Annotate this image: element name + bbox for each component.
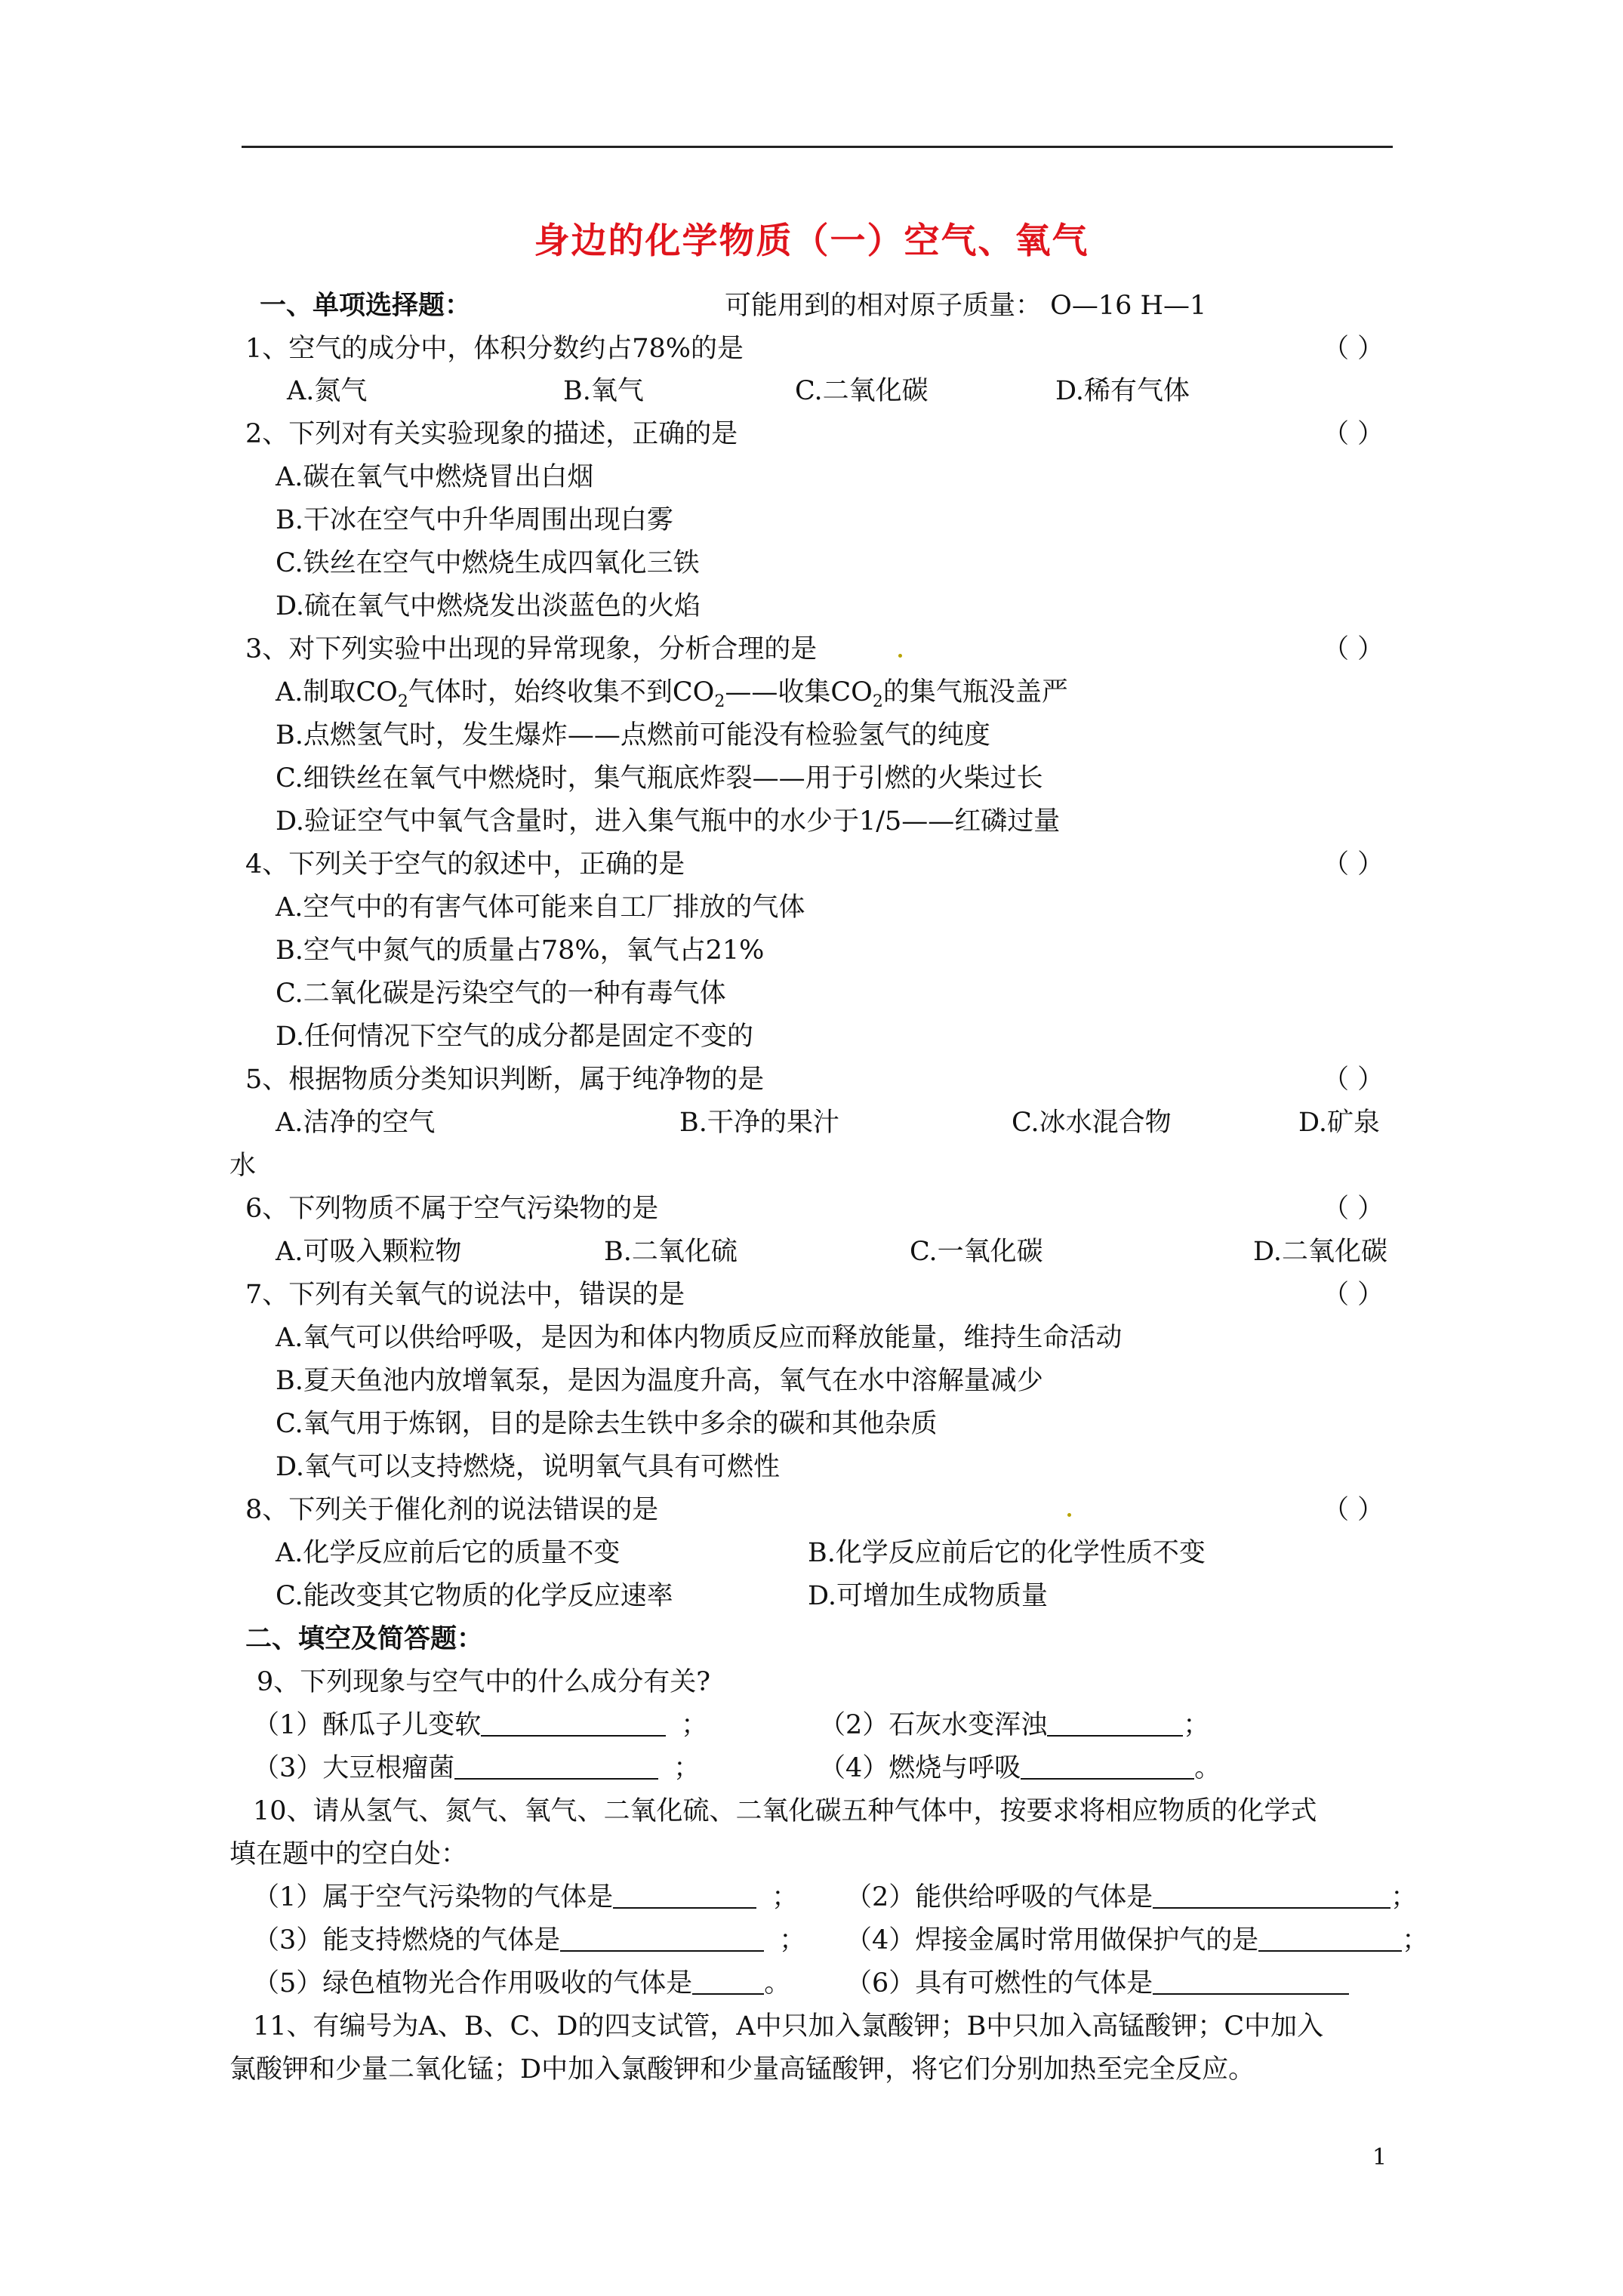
q6-option-b: B.二氧化硫	[604, 1237, 738, 1267]
q8-option-b: B.化学反应前后它的化学性质不变	[808, 1538, 1206, 1568]
stray-dot-mark	[898, 654, 902, 658]
q4-option-d: D.任何情况下空气的成分都是固定不变的	[276, 1022, 753, 1052]
q3-option-b: B.点燃氢气时，发生爆炸——点燃前可能没有检验氢气的纯度	[276, 720, 990, 750]
q2-option-b: B.干冰在空气中升华周围出现白雾	[276, 505, 673, 535]
q6-option-c: C.一氧化碳	[910, 1237, 1043, 1267]
q3-stem: 3、对下列实验中出现的异常现象，分析合理的是	[245, 634, 818, 664]
q6-option-a: A.可吸入颗粒物	[276, 1237, 462, 1267]
q5-answer-paren[interactable]: （ ）	[1323, 1065, 1384, 1095]
q8-option-c: C.能改变其它物质的化学反应速率	[276, 1581, 673, 1611]
q1-option-b: B.氧气	[563, 376, 644, 406]
q11-line2: 氯酸钾和少量二氧化锰；D中加入氯酸钾和少量高锰酸钾，将它们分别加热至完全反应。	[229, 2054, 1255, 2085]
q1-option-d: D.稀有气体	[1055, 376, 1190, 406]
q10-blank-3[interactable]	[560, 1926, 764, 1952]
q1-answer-paren[interactable]: （ ）	[1323, 334, 1384, 364]
q3-option-a: A.制取$CO_2$气体时，始终收集不到$CO_2——$收集$CO_2$的集气瓶没盖严	[276, 677, 1068, 711]
q6-answer-paren[interactable]: （ ）	[1323, 1194, 1384, 1224]
q4-option-b: B.空气中氮气的质量占78%，氧气占21%	[276, 935, 765, 966]
q5-option-d: D.矿泉	[1298, 1108, 1380, 1138]
q9-blank-4[interactable]	[1021, 1754, 1194, 1780]
q1-stem: 1、空气的成分中，体积分数约占78%的是	[245, 334, 744, 364]
q4-option-a: A.空气中的有害气体可能来自工厂排放的气体	[276, 892, 805, 923]
q7-answer-paren[interactable]: （ ）	[1323, 1280, 1384, 1310]
q10-item-4: （4）焊接金属时常用做保护气的是 ；	[845, 1925, 1429, 1955]
q10-item-1: （1）属于空气污染物的气体是 ；	[253, 1882, 799, 1912]
q11-line1: 11、有编号为A、B、C、D的四支试管，A中只加入氯酸钾；B中只加入高锰酸钾；C中加入	[253, 2011, 1324, 2042]
q2-option-d: D.硫在氧气中燃烧发出淡蓝色的火焰	[276, 591, 701, 621]
q7-stem: 7、下列有关氧气的说法中，错误的是	[245, 1280, 685, 1310]
q10-blank-2[interactable]	[1153, 1883, 1390, 1909]
q5-option-c: C.冰水混合物	[1012, 1108, 1172, 1138]
q10-item-5: （5）绿色植物光合作用吸收的气体是 。	[253, 1968, 791, 1999]
q6-option-d: D.二氧化碳	[1253, 1237, 1387, 1267]
page-title: 身边的化学物质（一）空气、氧气	[534, 220, 1089, 262]
q10-blank-5[interactable]	[692, 1969, 764, 1995]
atomic-mass-note: 可能用到的相对原子质量： O—16 H—1	[725, 291, 1207, 321]
q3-option-c: C.细铁丝在氧气中燃烧时，集气瓶底炸裂——用于引燃的火柴过长	[276, 763, 1043, 794]
q4-stem: 4、下列关于空气的叙述中，正确的是	[245, 849, 685, 880]
q7-option-c: C.氧气用于炼钢，目的是除去生铁中多余的碳和其他杂质	[276, 1409, 938, 1439]
q4-answer-paren[interactable]: （ ）	[1323, 849, 1384, 880]
stray-dot-mark	[1067, 1513, 1071, 1517]
section-heading-choice: 一、单项选择题：	[260, 290, 472, 321]
page-number: 1	[1372, 2144, 1387, 2171]
q9-item-2: （2）石灰水变浑浊 ；	[819, 1710, 1210, 1740]
q7-option-b: B.夏天鱼池内放增氧泵，是因为温度升高，氧气在水中溶解量减少	[276, 1366, 1043, 1396]
q8-stem: 8、下列关于催化剂的说法错误的是	[245, 1495, 659, 1525]
q1-option-a: A.氮气	[287, 376, 368, 406]
q8-option-d: D.可增加生成物质量	[808, 1581, 1048, 1611]
q9-item-3: （3）大豆根瘤菌 ；	[253, 1753, 701, 1783]
q3-option-d: D.验证空气中氧气含量时，进入集气瓶中的水少于1/5——红磷过量	[276, 806, 1061, 837]
q10-stem-line1: 10、请从氢气、氮气、氧气、二氧化硫、二氧化碳五种气体中，按要求将相应物质的化学式	[253, 1796, 1317, 1826]
q5-stem: 5、根据物质分类知识判断，属于纯净物的是	[245, 1065, 765, 1095]
q2-option-c: C.铁丝在空气中燃烧生成四氧化三铁	[276, 548, 700, 578]
q9-blank-1[interactable]	[481, 1711, 666, 1737]
q9-blank-2[interactable]	[1047, 1711, 1183, 1737]
q9-stem: 9、下列现象与空气中的什么成分有关?	[257, 1667, 711, 1697]
q10-item-6: （6）具有可燃性的气体是	[845, 1968, 1349, 1999]
q10-item-3: （3）能支持燃烧的气体是 ；	[253, 1925, 806, 1955]
q5-option-d-continued: 水	[229, 1151, 257, 1181]
q1-option-c: C.二氧化碳	[795, 376, 929, 406]
q9-item-4: （4）燃烧与呼吸 。	[819, 1753, 1221, 1783]
q3-answer-paren[interactable]: （ ）	[1323, 634, 1384, 664]
q10-item-2: （2）能供给呼吸的气体是 ；	[845, 1882, 1418, 1912]
q9-item-1: （1）酥瓜子儿变软 ；	[253, 1710, 708, 1740]
q10-blank-6[interactable]	[1153, 1969, 1349, 1995]
q7-option-d: D.氧气可以支持燃烧，说明氧气具有可燃性	[276, 1452, 780, 1482]
q8-answer-paren[interactable]: （ ）	[1323, 1495, 1384, 1525]
q9-blank-3[interactable]	[454, 1754, 658, 1780]
q6-stem: 6、下列物质不属于空气污染物的是	[245, 1194, 659, 1224]
q2-answer-paren[interactable]: （ ）	[1323, 419, 1384, 449]
q4-option-c: C.二氧化碳是污染空气的一种有毒气体	[276, 978, 726, 1009]
q5-option-b: B.干净的果汁	[679, 1108, 839, 1138]
q5-option-a: A.洁净的空气	[276, 1108, 436, 1138]
q7-option-a: A.氧气可以供给呼吸，是因为和体内物质反应而释放能量，维持生命活动	[276, 1323, 1123, 1353]
q10-blank-4[interactable]	[1258, 1926, 1402, 1952]
header-rule	[242, 146, 1393, 148]
q10-stem-line2: 填在题中的空白处：	[229, 1839, 468, 1869]
q8-option-a: A.化学反应前后它的质量不变	[276, 1538, 621, 1568]
q2-option-a: A.碳在氧气中燃烧冒出白烟	[276, 462, 594, 492]
q2-stem: 2、下列对有关实验现象的描述，正确的是	[245, 419, 738, 449]
q10-blank-1[interactable]	[613, 1883, 756, 1909]
section-heading-fill: 二、填空及简答题：	[245, 1623, 484, 1654]
